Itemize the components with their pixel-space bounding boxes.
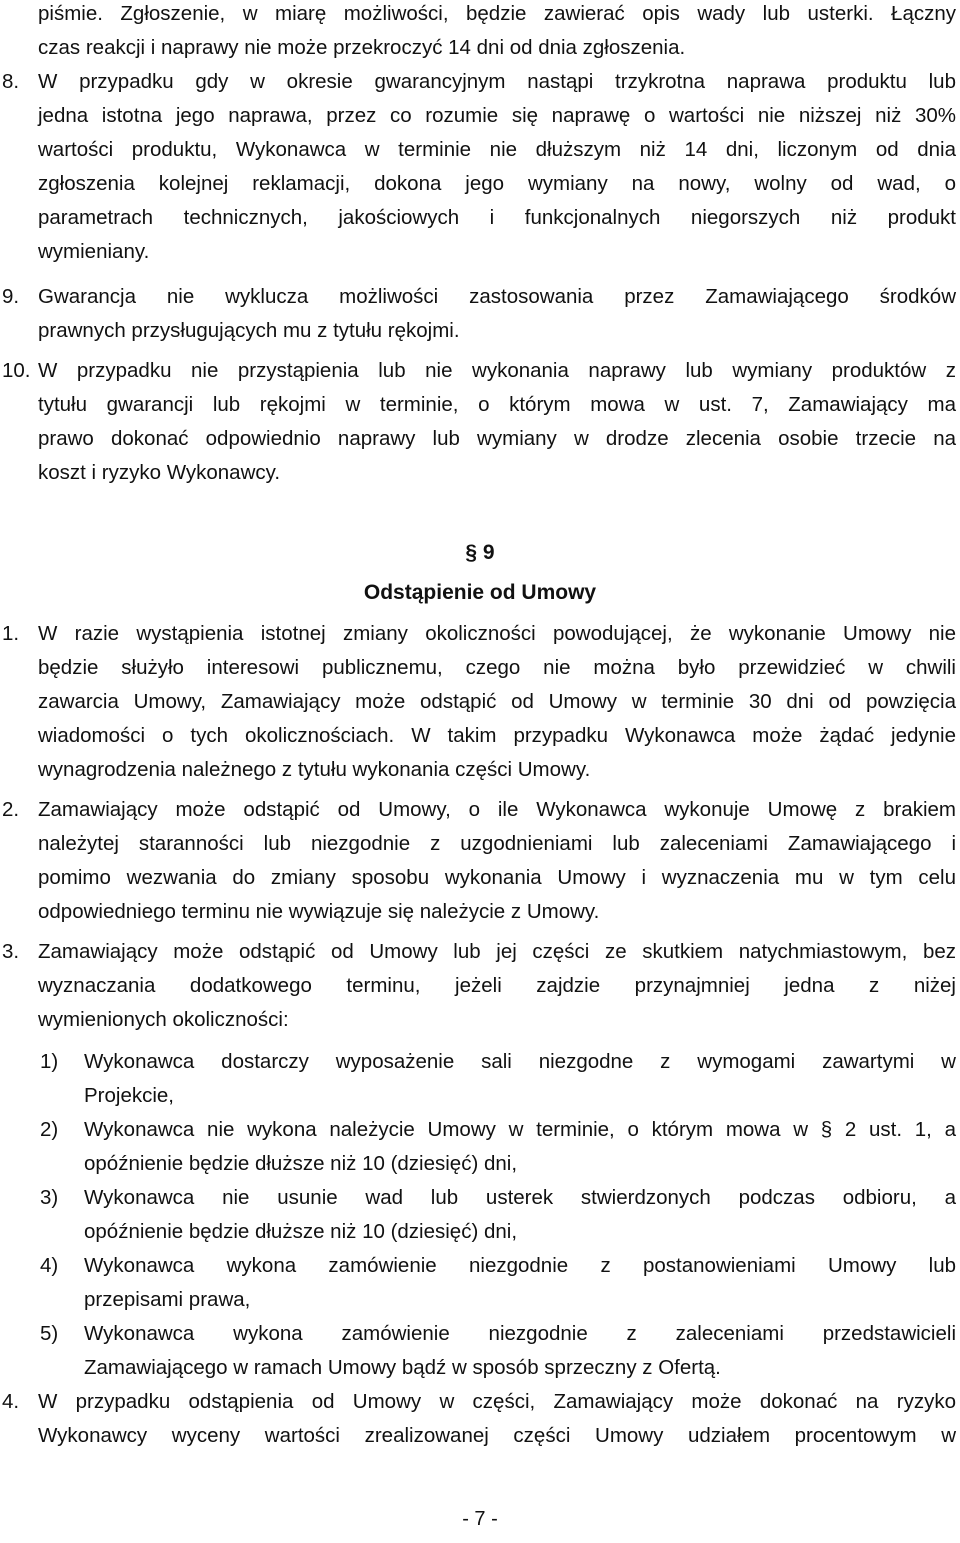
text-line: wartości produktu, Wykonawca w terminie nie dłuższym niż 14 dni, liczonym od dnia xyxy=(38,138,956,161)
text-line: parametrach technicznych, jakościowych i funkcjonalnych niegorszych niż produkt xyxy=(38,206,956,229)
text-line: czas reakcji i naprawy nie może przekroczyć 14 dni od dnia zgłoszenia. xyxy=(38,36,686,59)
text-line: koszt i ryzyko Wykonawcy. xyxy=(38,461,281,484)
text-line: należytej staranności lub niezgodnie z uzgodnieniami lub zaleceniami Zamawiającego i xyxy=(38,832,956,855)
paragraph-9 xyxy=(38,280,956,348)
text-line: jedna istotna jego naprawa, przez co rozumie się naprawę o wartości nie niższej niż 30% xyxy=(38,104,956,127)
text-line: W przypadku nie przystąpienia lub nie wykonania naprawy lub wymiany produktów z xyxy=(38,359,956,382)
item-number: 8. xyxy=(2,70,20,93)
subitem-number: 5) xyxy=(40,1322,59,1345)
subitem-number: 4) xyxy=(40,1254,59,1277)
text-line: W razie wystąpienia istotnej zmiany okoliczności powodującej, że wykonanie Umowy nie xyxy=(38,622,956,645)
subitem xyxy=(84,1317,956,1385)
text-line: zgłoszenia kolejnej reklamacji, dokona jego wymiany na nowy, wolny od wad, o xyxy=(38,172,956,195)
text-line: Wykonawca nie usunie wad lub usterek stwierdzonych podczas odbioru, a xyxy=(84,1186,956,1209)
paragraph-3 xyxy=(38,935,956,1037)
subitem xyxy=(84,1113,956,1181)
text-line: odpowiedniego terminu nie wywiązuje się należycie z Umowy. xyxy=(38,900,600,923)
item-number: 1. xyxy=(2,622,20,645)
text-line: wymienionych okoliczności: xyxy=(38,1008,289,1031)
paragraph-1 xyxy=(38,617,956,787)
item-number: 10. xyxy=(2,359,31,382)
text-line: wyznaczania dodatkowego terminu, jeżeli zajdzie przynajmniej jedna z niżej xyxy=(38,974,956,997)
text-line: Wykonawca nie wykona należycie Umowy w terminie, o którym mowa w § 2 ust. 1, a xyxy=(84,1118,956,1141)
text-line: prawo dokonać odpowiednio naprawy lub wymiany w drodze zlecenia osobie trzecie na xyxy=(38,427,956,450)
text-line: wynagrodzenia należnego z tytułu wykonania części Umowy. xyxy=(38,758,591,781)
text-line: opóźnienie będzie dłuższe niż 10 (dziesięć) dni, xyxy=(84,1220,518,1243)
item-number: 4. xyxy=(2,1390,20,1413)
text-line: piśmie. Zgłoszenie, w miarę możliwości, będzie zawierać opis wady lub usterki. Łączny xyxy=(38,2,956,25)
paragraph-2 xyxy=(38,793,956,929)
paragraph-4 xyxy=(38,1385,956,1453)
text-line: Wykonawca wykona zamówienie niezgodnie z postanowieniami Umowy lub xyxy=(84,1254,956,1277)
text-line: pomimo wezwania do zmiany sposobu wykonania Umowy i wyznaczenia mu w tym celu xyxy=(38,866,956,889)
subitem xyxy=(84,1249,956,1317)
section-symbol: § 9 xyxy=(465,541,495,564)
section-title: Odstąpienie od Umowy xyxy=(363,581,597,604)
text-line: W przypadku gdy w okresie gwarancyjnym nastąpi trzykrotna naprawa produktu lub xyxy=(38,70,956,93)
paragraph-10 xyxy=(38,354,956,490)
text-line: Wykonawca dostarczy wyposażenie sali niezgodne z wymogami zawartymi w xyxy=(84,1050,956,1073)
subitem xyxy=(84,1045,956,1113)
text-line: Projekcie, xyxy=(84,1084,175,1107)
text-line: Zamawiającego w ramach Umowy bądź w sposób sprzeczny z Ofertą. xyxy=(84,1356,721,1379)
text-line: zawarcia Umowy, Zamawiający może odstąpić od Umowy w terminie 30 dni od powzięcia xyxy=(38,690,956,713)
paragraph-8 xyxy=(38,65,956,269)
text-line: Zamawiający może odstąpić od Umowy lub jej części ze skutkiem natychmiastowym, bez xyxy=(38,940,956,963)
text-line: prawnych przysługujących mu z tytułu rękojmi. xyxy=(38,319,460,342)
text-line: Wykonawca wykona zamówienie niezgodnie z zaleceniami przedstawicieli xyxy=(84,1322,956,1345)
text-line: opóźnienie będzie dłuższe niż 10 (dziesięć) dni, xyxy=(84,1152,518,1175)
subitem-number: 3) xyxy=(40,1186,59,1209)
page-number: - 7 - xyxy=(462,1508,498,1530)
text-line: Zamawiający może odstąpić od Umowy, o ile Wykonawca wykonuje Umowę z brakiem xyxy=(38,798,956,821)
text-line: Gwarancja nie wyklucza możliwości zastosowania przez Zamawiającego środków xyxy=(38,285,956,308)
text-line: będzie służyło interesowi publicznemu, czego nie można było przewidzieć w chwili xyxy=(38,656,956,679)
text-line: przepisami prawa, xyxy=(84,1288,251,1311)
item-number: 3. xyxy=(2,940,20,963)
text-line: wymieniany. xyxy=(38,240,150,263)
text-line: tytułu gwarancji lub rękojmi w terminie, o którym mowa w ust. 7, Zamawiający ma xyxy=(38,393,956,416)
paragraph-continuation xyxy=(38,0,956,65)
text-line: W przypadku odstąpienia od Umowy w części, Zamawiający może dokonać na ryzyko xyxy=(38,1390,956,1413)
subitem xyxy=(84,1181,956,1249)
item-number: 2. xyxy=(2,798,20,821)
text-line: wiadomości o tych okolicznościach. W takim przypadku Wykonawca może żądać jedynie xyxy=(38,724,956,747)
text-line: Wykonawcy wyceny wartości zrealizowanej części Umowy udziałem procentowym w xyxy=(38,1424,956,1447)
subitem-number: 1) xyxy=(40,1050,59,1073)
subitem-number: 2) xyxy=(40,1118,59,1141)
item-number: 9. xyxy=(2,285,20,308)
